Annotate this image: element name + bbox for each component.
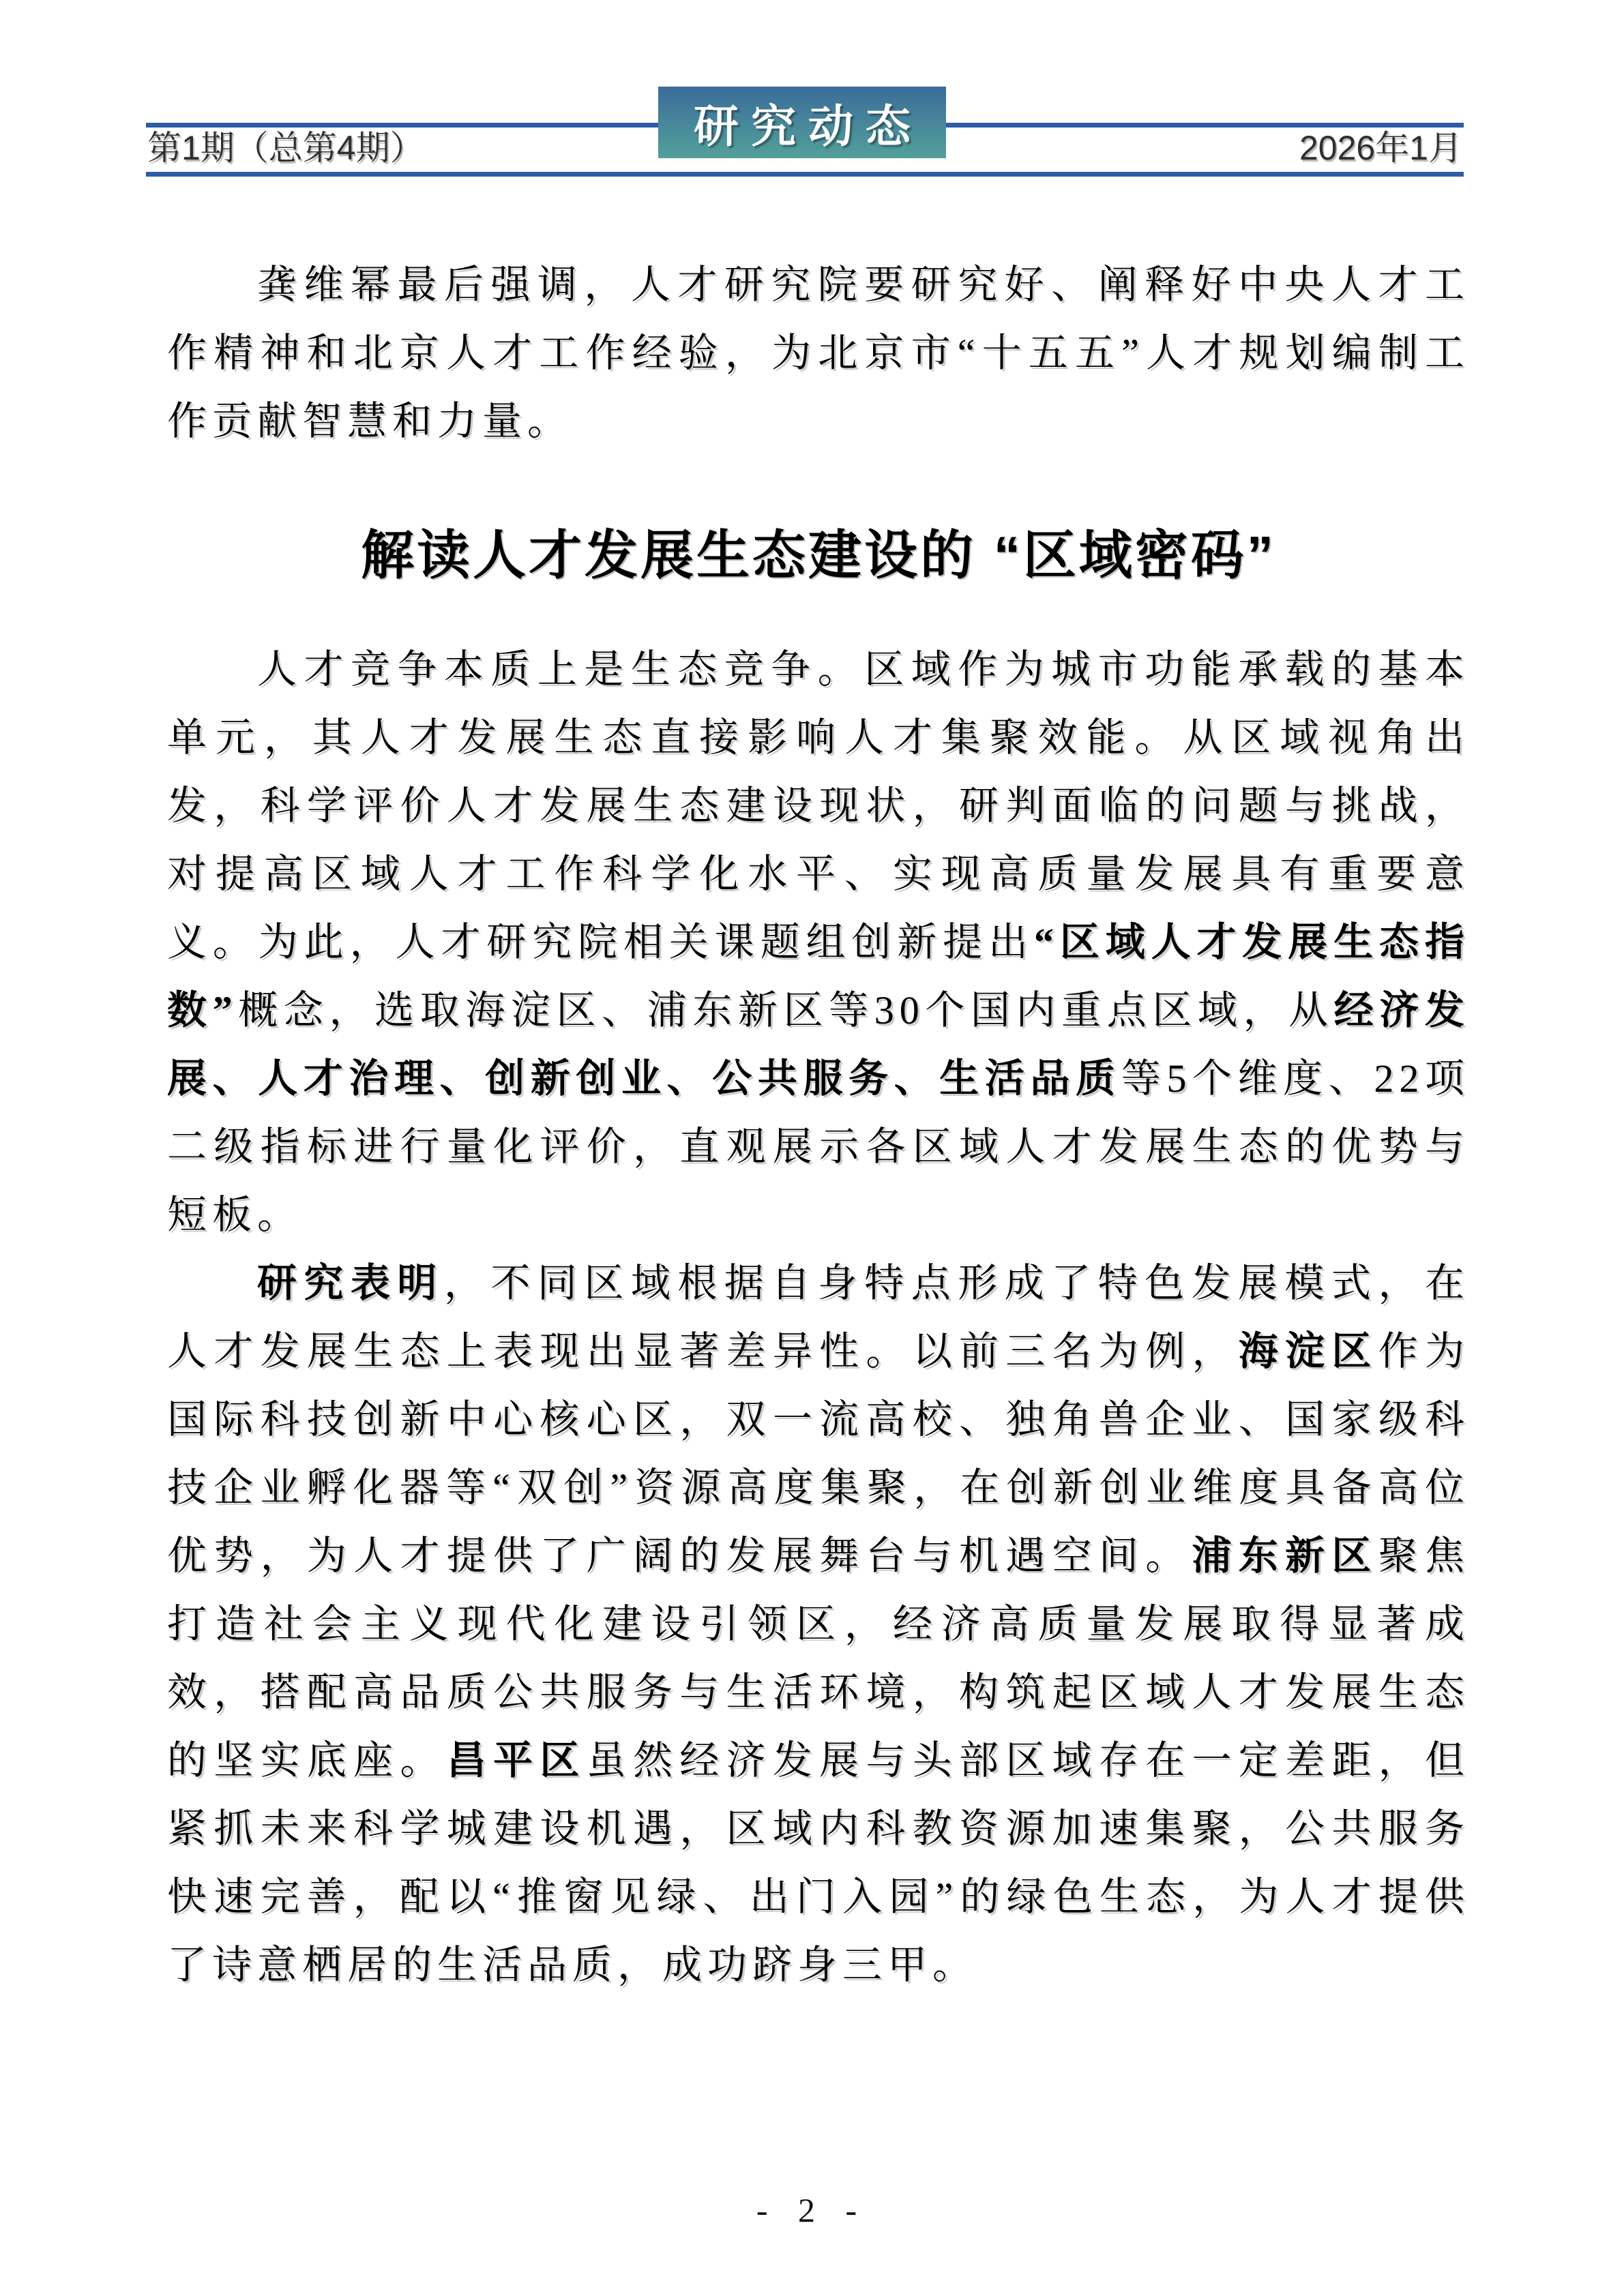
header-bottom-rule [146,172,1464,177]
article-title [167,517,1470,593]
date-label: 2026年1月 [1299,129,1462,167]
bold-text-segment: 海淀区 [1238,1329,1378,1373]
text-segment: 概念，选取海淀区、浦东新区等30个国内重点区域，从 [237,988,1334,1032]
bold-text-segment: 研究表明 [257,1261,444,1305]
paragraph [167,251,1470,456]
text-segment: 人才竞争本质上是生态竞争。区域作为城市功能承载的基本单元，其人才发展生态直接影响人才集聚效能。从区域视角出发，科学评价人才发展生态建设现状，研判面临的问题与挑战，对提高区域人才工作科学化水平、实现高质量发展具有重要意义。为此，人才研究院相关课题组创新提出 [167,647,1470,964]
page-footer [0,2190,1624,2230]
text-segment: ，不同区域根据自身特点形成了特色发展模式，在人才发展生态上表现出显著差异性。以前三名为例， [167,1261,1470,1373]
bold-text-segment: 昌平区 [446,1738,587,1783]
text-segment: 聚焦打造社会主义现代化建设引领区，经济高质量发展取得显著成效，搭配高品质公共服务与生活环境，构筑起区域人才发展生态的坚实底座。 [167,1534,1470,1783]
issue-label: 第1期（总第4期） [147,129,424,167]
bold-text-segment: 解读人才发展生态建设的 “区域密码” [361,525,1276,585]
masthead-title: 研究动态 [694,101,923,151]
text-segment: 作为国际科技创新中心核心区，双一流高校、独角兽企业、国家级科技企业孵化器等“双创”资源高度集聚，在创新创业维度具备高位优势，为人才提供了广阔的发展舞台与机遇空间。 [167,1329,1470,1578]
text-segment: 等5个维度、22项二级指标进行量化评价，直观展示各区域人才发展生态的优势与短板。 [167,1056,1470,1237]
masthead-box [658,87,946,158]
paragraph [167,1249,1470,1999]
bold-text-segment: “区域人才发展生态指数” [167,920,1470,1032]
bold-text-segment: 经济发展、人才治理、创新创业、公共服务、生活品质 [167,988,1470,1101]
paragraph [167,636,1470,1249]
text-segment: 虽然经济发展与头部区域存在一定差距，但紧抓未来科学城建设机遇，区域内科教资源加速集聚，公共服务快速完善，配以“推窗见绿、出门入园”的绿色生态，为人才提供了诗意栖居的生活品质，成功跻身三甲。 [167,1738,1470,1987]
text-segment: 龚维幂最后强调，人才研究院要研究好、阐释好中央人才工作精神和北京人才工作经验，为北京市“十五五”人才规划编制工作贡献智慧和力量。 [167,263,1470,443]
bold-text-segment: 浦东新区 [1192,1534,1378,1578]
article-body [167,251,1470,1999]
page-number: - 2 - [756,2191,868,2229]
